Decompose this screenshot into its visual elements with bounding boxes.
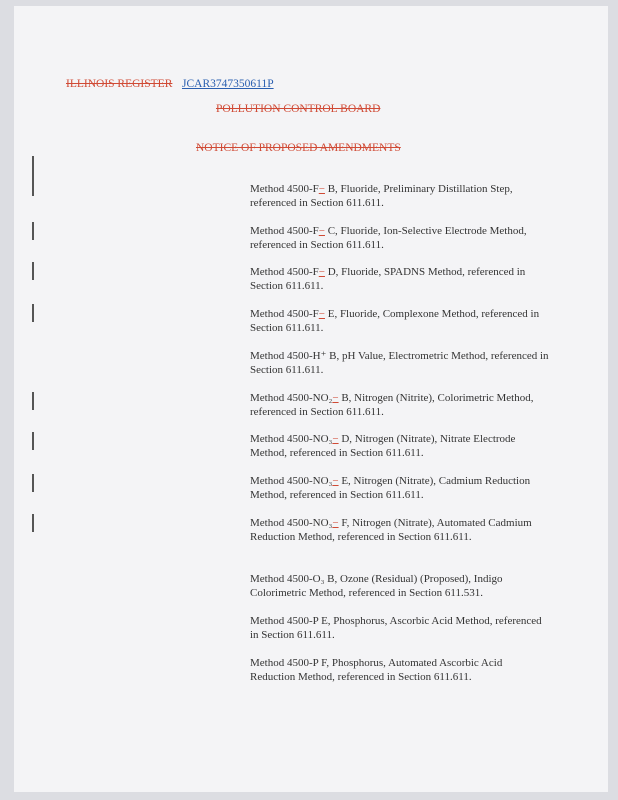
board-header: POLLUTION CONTROL BOARD — [216, 103, 381, 115]
register-header-struck: ILLINOIS REGISTER — [66, 78, 173, 90]
method-entry: Method 4500-NO₃− F, Nitrogen (Nitrate), Automated Cadmium Reduction Method, referenced in Section 611.611. — [250, 517, 532, 543]
method-entry: Method 4500-P F, Phosphorus, Automated Ascorbic Acid Reduction Method, referenced in Section 611.611. — [250, 657, 503, 683]
notice-header: NOTICE OF PROPOSED AMENDMENTS — [196, 142, 401, 154]
change-bar — [32, 392, 34, 410]
change-bar — [32, 474, 34, 492]
method-entry: Method 4500-F− C, Fluoride, Ion-Selective Electrode Method, referenced in Section 611.611. — [250, 225, 527, 251]
method-entry: Method 4500-NO₂− B, Nitrogen (Nitrite), Colorimetric Method, referenced in Section 611.611. — [250, 392, 534, 418]
method-entry: Method 4500-P E, Phosphorus, Ascorbic Acid Method, referenced in Section 611.611. — [250, 615, 542, 641]
method-entry: Method 4500-F− D, Fluoride, SPADNS Method, referenced in Section 611.611. — [250, 266, 526, 292]
method-entry: Method 4500-F− E, Fluoride, Complexone Method, referenced in Section 611.611. — [250, 308, 540, 334]
change-bar — [32, 156, 34, 196]
document-page — [14, 6, 608, 792]
register-header-inserted: JCAR3747350611P — [182, 78, 274, 90]
change-bar — [32, 514, 34, 532]
method-entry: Method 4500-NO₃− E, Nitrogen (Nitrate), Cadmium Reduction Method, referenced in Section 611.611. — [250, 475, 531, 501]
method-entry: Method 4500-F− B, Fluoride, Preliminary Distillation Step, referenced in Section 611.611. — [250, 183, 513, 209]
method-entry: Method 4500-NO₃− D, Nitrogen (Nitrate), Nitrate Electrode Method, referenced in Section 611.611. — [250, 433, 516, 459]
change-bar — [32, 262, 34, 280]
change-bar — [32, 304, 34, 322]
method-entry: Method 4500-O₃ B, Ozone (Residual) (Proposed), Indigo Colorimetric Method, referenced in Section 611.531. — [250, 573, 503, 599]
change-bar — [32, 432, 34, 450]
change-bar — [32, 222, 34, 240]
method-entry: Method 4500-H⁺ B, pH Value, Electrometric Method, referenced in Section 611.611. — [250, 350, 549, 376]
